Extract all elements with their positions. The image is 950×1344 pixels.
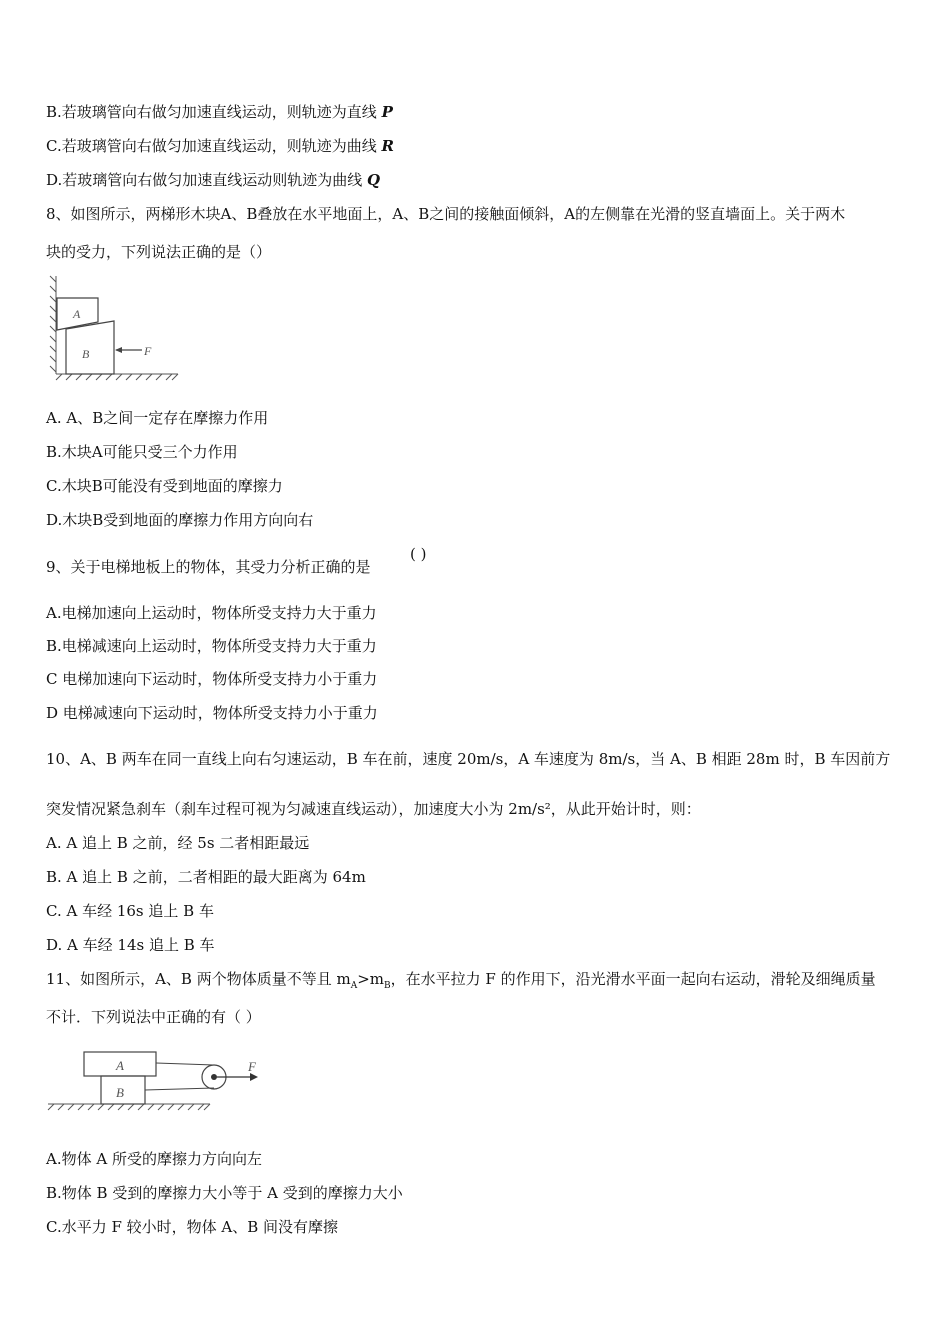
- q8-figure: [46, 274, 186, 384]
- q8-option-b: B.木块A可能只受三个力作用: [46, 443, 238, 461]
- q11-stem-line2: 不计．下列说法中正确的有（ ）: [46, 1008, 261, 1026]
- q9-option-d: D 电梯减速向下运动时，物体所受支持力小于重力: [46, 704, 378, 722]
- q11-label-a: A: [116, 1058, 124, 1073]
- q11-option-c: C.水平力 F 较小时，物体 A、B 间没有摩擦: [46, 1218, 339, 1236]
- q10-stem-line2: 突发情况紧急刹车（刹车过程可视为匀减速直线运动），加速度大小为 2m/s²，从此开始计时，则：: [46, 800, 701, 818]
- q7-option-c: C.若玻璃管向右做匀加速直线运动，则轨迹为曲线 R: [46, 137, 394, 155]
- q11-label-f: F: [248, 1059, 256, 1074]
- q10-stem-line1: 10、A、B 两车在同一直线上向右匀速运动，B 车在前，速度 20m/s，A 车速度为 8m/s，当 A、B 相距 28m 时，B 车因前方: [46, 750, 891, 768]
- q7-option-b: B.若玻璃管向右做匀加速直线运动，则轨迹为直线 P: [46, 103, 393, 121]
- q11-figure: [46, 1044, 276, 1114]
- q11-option-a: A.物体 A 所受的摩擦力方向向左: [46, 1150, 262, 1168]
- q10-option-b: B. A 追上 B 之前，二者相距的最大距离为 64m: [46, 868, 366, 886]
- q8-stem-line1: 8、如图所示，两梯形木块A、B叠放在水平地面上，A、B之间的接触面倾斜，A的左侧靠在光滑的竖直墙面上。关于两木: [46, 205, 846, 223]
- q9-stem: 9、关于电梯地板上的物体，其受力分析正确的是: [46, 558, 371, 576]
- q8-block-b: [66, 321, 114, 374]
- q8-option-c: C.木块B可能没有受到地面的摩擦力: [46, 477, 283, 495]
- q9-option-b: B.电梯减速向上运动时，物体所受支持力大于重力: [46, 637, 377, 655]
- q8-label-a: A: [73, 307, 81, 321]
- q8-option-d: D.木块B受到地面的摩擦力作用方向向右: [46, 511, 314, 529]
- q10-option-c: C. A 车经 16s 追上 B 车: [46, 902, 214, 920]
- q8-label-f: F: [144, 344, 152, 358]
- q9-paren: ( ): [410, 545, 427, 563]
- q8-option-a: A. A、B之间一定存在摩擦力作用: [46, 409, 269, 427]
- q9-option-c: C 电梯加速向下运动时，物体所受支持力小于重力: [46, 670, 378, 688]
- q9-option-a: A.电梯加速向上运动时，物体所受支持力大于重力: [46, 604, 377, 622]
- q11-stem-line1: 11、如图所示，A、B 两个物体质量不等且 $m_A>m_B$，在水平拉力 F 的作用下，沿光滑水平面一起向右运动，滑轮及细绳质量: [46, 970, 876, 991]
- q10-option-d: D. A 车经 14s 追上 B 车: [46, 936, 215, 954]
- q10-option-a: A. A 追上 B 之前，经 5s 二者相距最远: [46, 834, 310, 852]
- q7-option-d: D.若玻璃管向右做匀加速直线运动则轨迹为曲线 Q: [46, 171, 381, 189]
- q8-stem-line2: 块的受力，下列说法正确的是（）: [46, 243, 272, 261]
- q8-label-b: B: [82, 347, 90, 361]
- q11-label-b: B: [116, 1085, 124, 1100]
- q11-option-b: B.物体 B 受到的摩擦力大小等于 A 受到的摩擦力大小: [46, 1184, 403, 1202]
